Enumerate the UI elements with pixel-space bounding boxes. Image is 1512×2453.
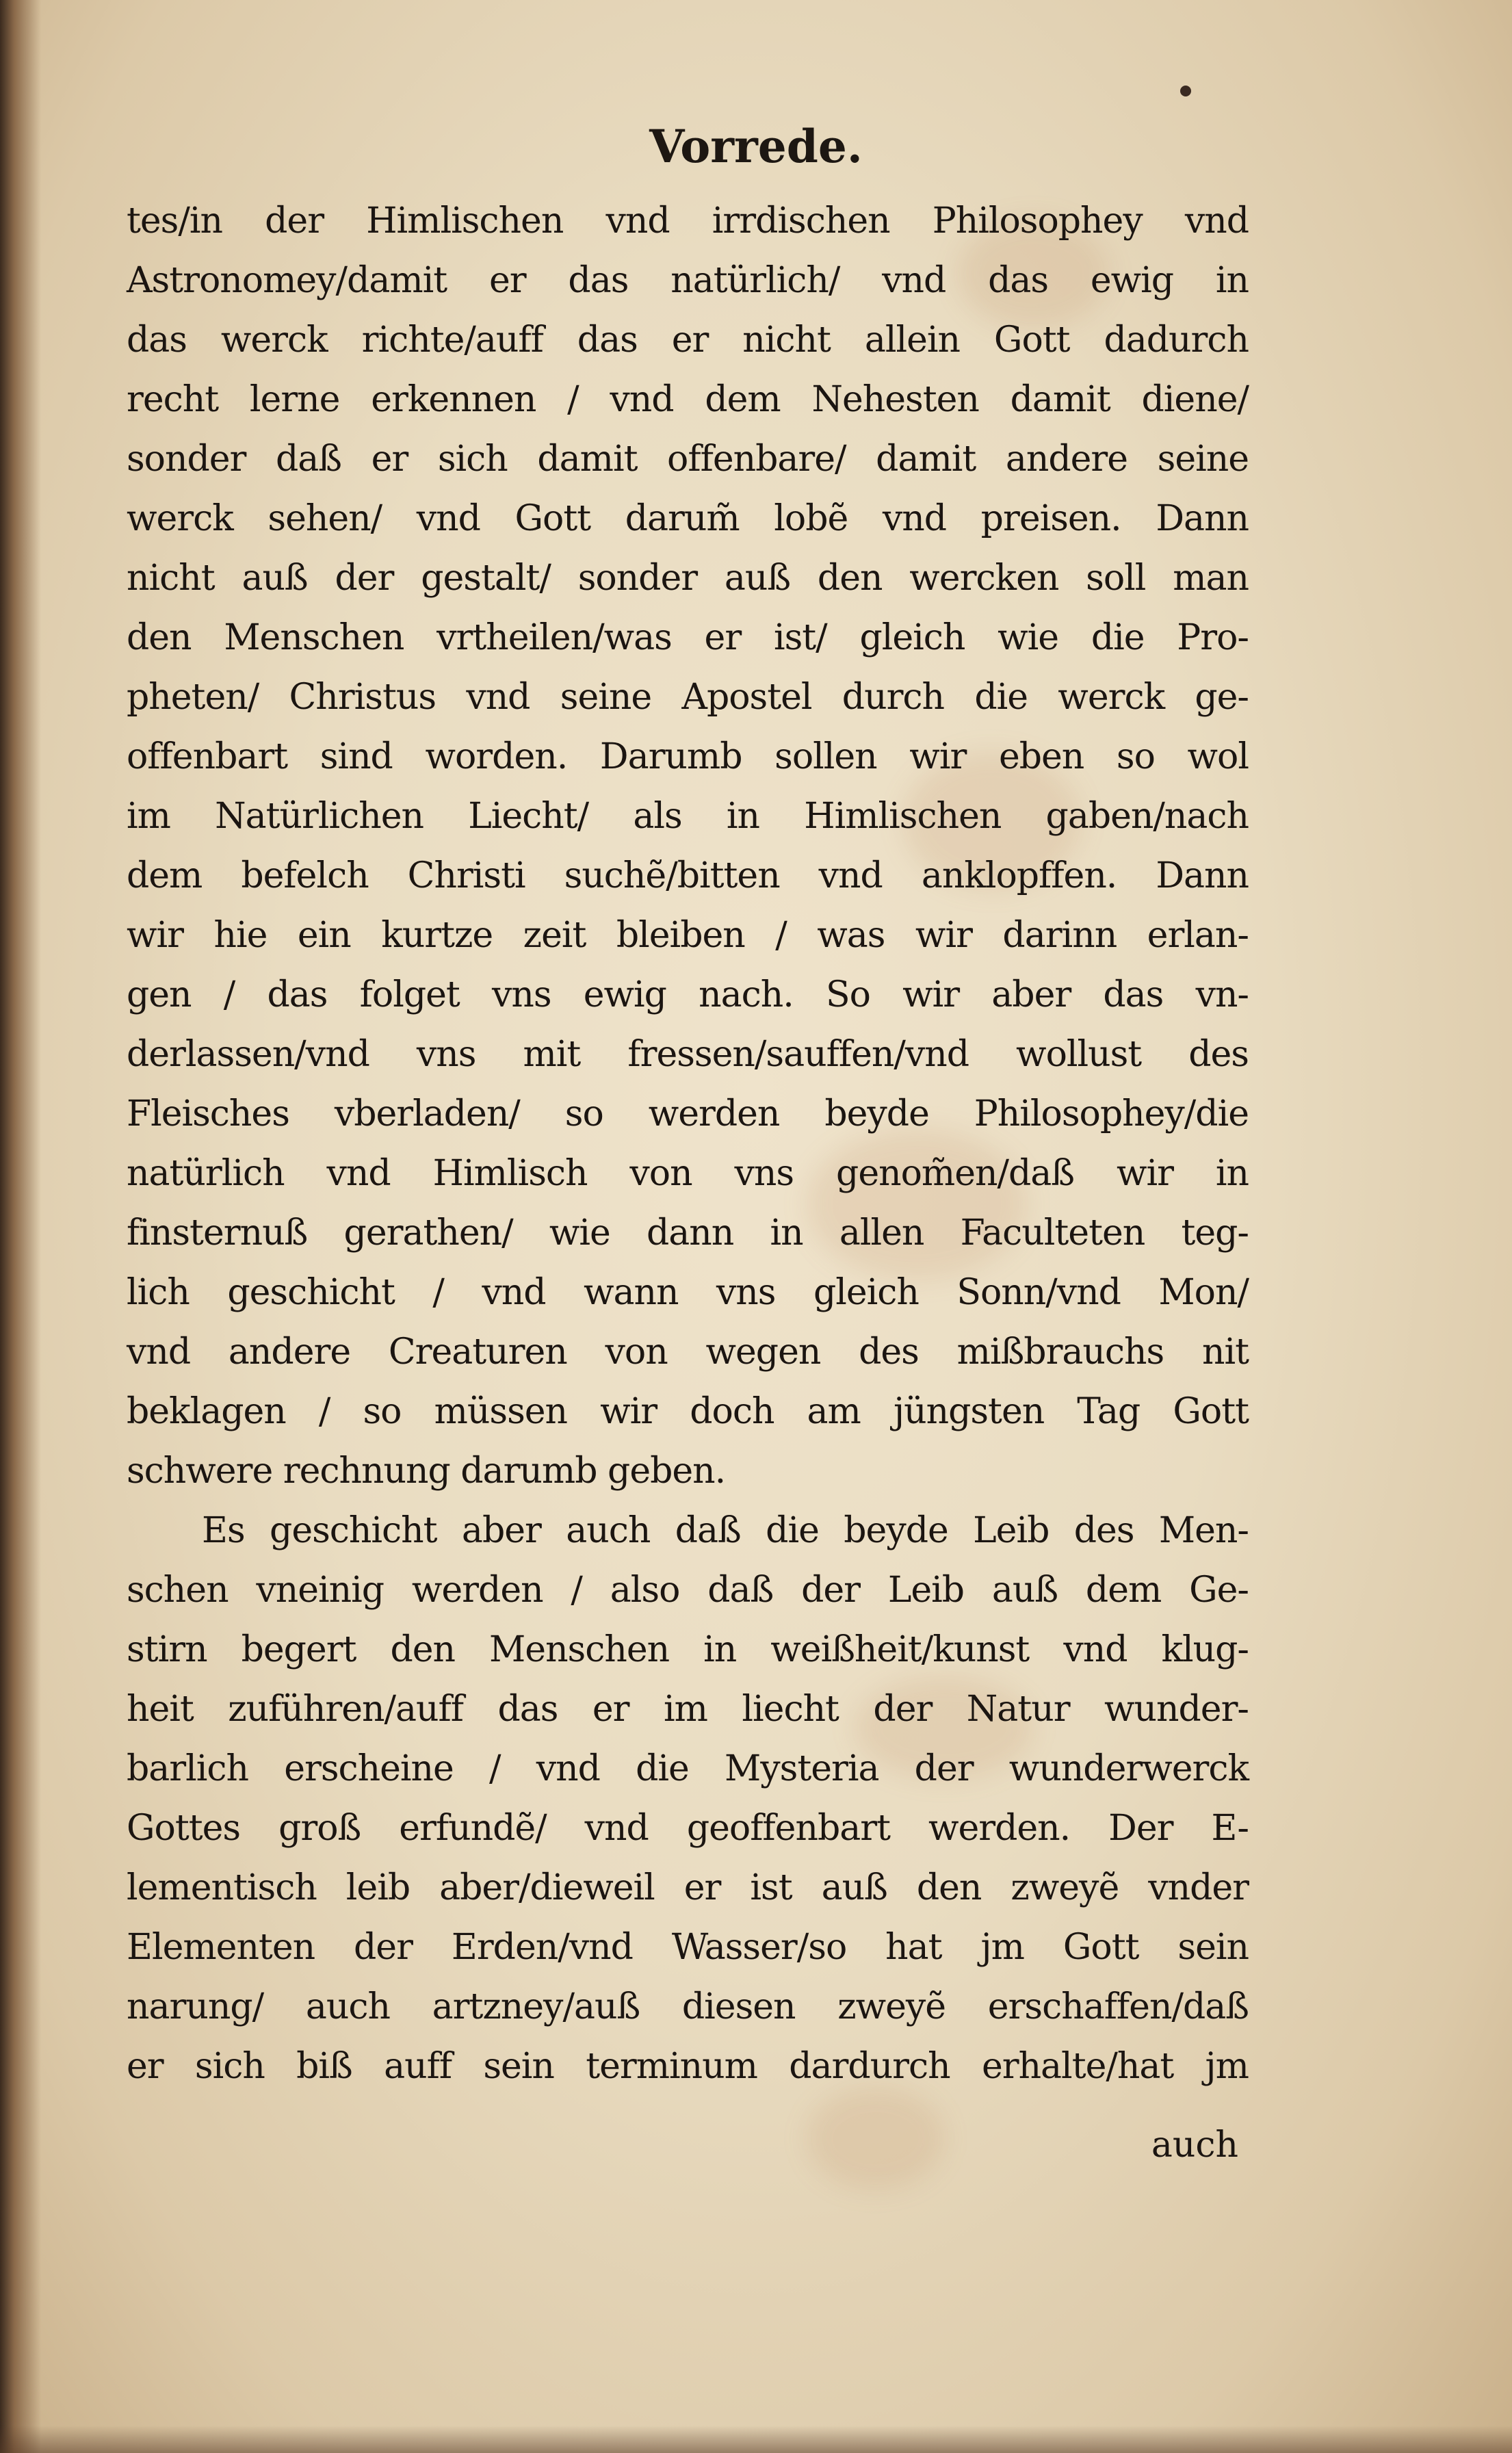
text-line: werck sehen/ vnd Gott darum̃ lobẽ vnd preisen. Dann [127, 498, 1249, 539]
text-line: Fleisches vberladen/ so werden beyde Philosophey/die [127, 1093, 1249, 1134]
text-line: natürlich vnd Himlisch von vns genom̃en/daß wir in [127, 1153, 1249, 1194]
text-line: recht lerne erkennen / vnd dem Nehesten damit diene/ [127, 379, 1249, 420]
text-line: stirn begert den Menschen in weißheit/kunst vnd klug- [127, 1629, 1249, 1670]
text-line: gen / das folget vns ewig nach. So wir aber das vn- [127, 974, 1249, 1015]
ink-spot [1180, 86, 1191, 96]
paper-stain [807, 2087, 944, 2190]
text-line: Gottes groß erfundẽ/ vnd geoffenbart werden. Der E- [127, 1808, 1249, 1849]
text-line: Astronomey/damit er das natürlich/ vnd das ewig in [127, 260, 1249, 301]
text-line: beklagen / so müssen wir doch am jüngsten Tag Gott [127, 1391, 1249, 1432]
text-line: narung/ auch artzney/auß diesen zweyẽ erschaffen/daß [127, 1986, 1249, 2027]
text-line: offenbart sind worden. Darumb sollen wir eben so wol [127, 736, 1249, 777]
text-line: lich geschicht / vnd wann vns gleich Sonn/vnd Mon/ [127, 1272, 1249, 1313]
text-line: tes/in der Himlischen vnd irrdischen Philosophey vnd [127, 200, 1249, 242]
running-head: Vorrede. [649, 120, 863, 173]
text-line: wir hie ein kurtze zeit bleiben / was wir darinn erlan- [127, 915, 1249, 956]
body-text [127, 192, 1249, 2097]
text-line: finsternuß gerathen/ wie dann in allen Faculteten teg- [127, 1212, 1249, 1254]
text-line: Elementen der Erden/vnd Wasser/so hat jm Gott sein [127, 1927, 1249, 1968]
catchword: auch [1151, 2125, 1238, 2166]
binding-shadow [0, 0, 41, 2453]
text-line: schen vneinig werden / also daß der Leib auß dem Ge- [127, 1570, 1249, 1611]
text-line: barlich erscheine / vnd die Mysteria der wunderwerck [127, 1748, 1249, 1789]
text-line: sonder daß er sich damit offenbare/ damit andere seine [127, 439, 1249, 480]
text-line: lementisch leib aber/dieweil er ist auß den zweyẽ vnder [127, 1867, 1249, 1908]
text-line: schwere rechnung darumb geben. [127, 1451, 726, 1492]
paragraph-start-line: Es geschicht aber auch daß die beyde Leib des Men- [202, 1510, 1249, 1551]
text-line: im Natürlichen Liecht/ als in Himlischen gaben/nach [127, 796, 1249, 837]
text-line: dem befelch Christi suchẽ/bitten vnd anklopffen. Dann [127, 855, 1249, 896]
text-line: derlassen/vnd vns mit fressen/sauffen/vnd wollust des [127, 1034, 1249, 1075]
text-line: den Menschen vrtheilen/was er ist/ gleich wie die Pro- [127, 617, 1249, 658]
page-bottom-shadow [0, 2426, 1512, 2453]
text-line: heit zuführen/auff das er im liecht der Natur wunder- [127, 1689, 1249, 1730]
text-line: pheten/ Christus vnd seine Apostel durch die werck ge- [127, 677, 1249, 718]
text-line: das werck richte/auff das er nicht allein Gott dadurch [127, 320, 1249, 361]
text-line: nicht auß der gestalt/ sonder auß den wercken soll man [127, 558, 1249, 599]
text-line: er sich biß auff sein terminum dardurch erhalte/hat jm [127, 2046, 1249, 2087]
text-line: vnd andere Creaturen von wegen des mißbrauchs nit [127, 1332, 1249, 1373]
